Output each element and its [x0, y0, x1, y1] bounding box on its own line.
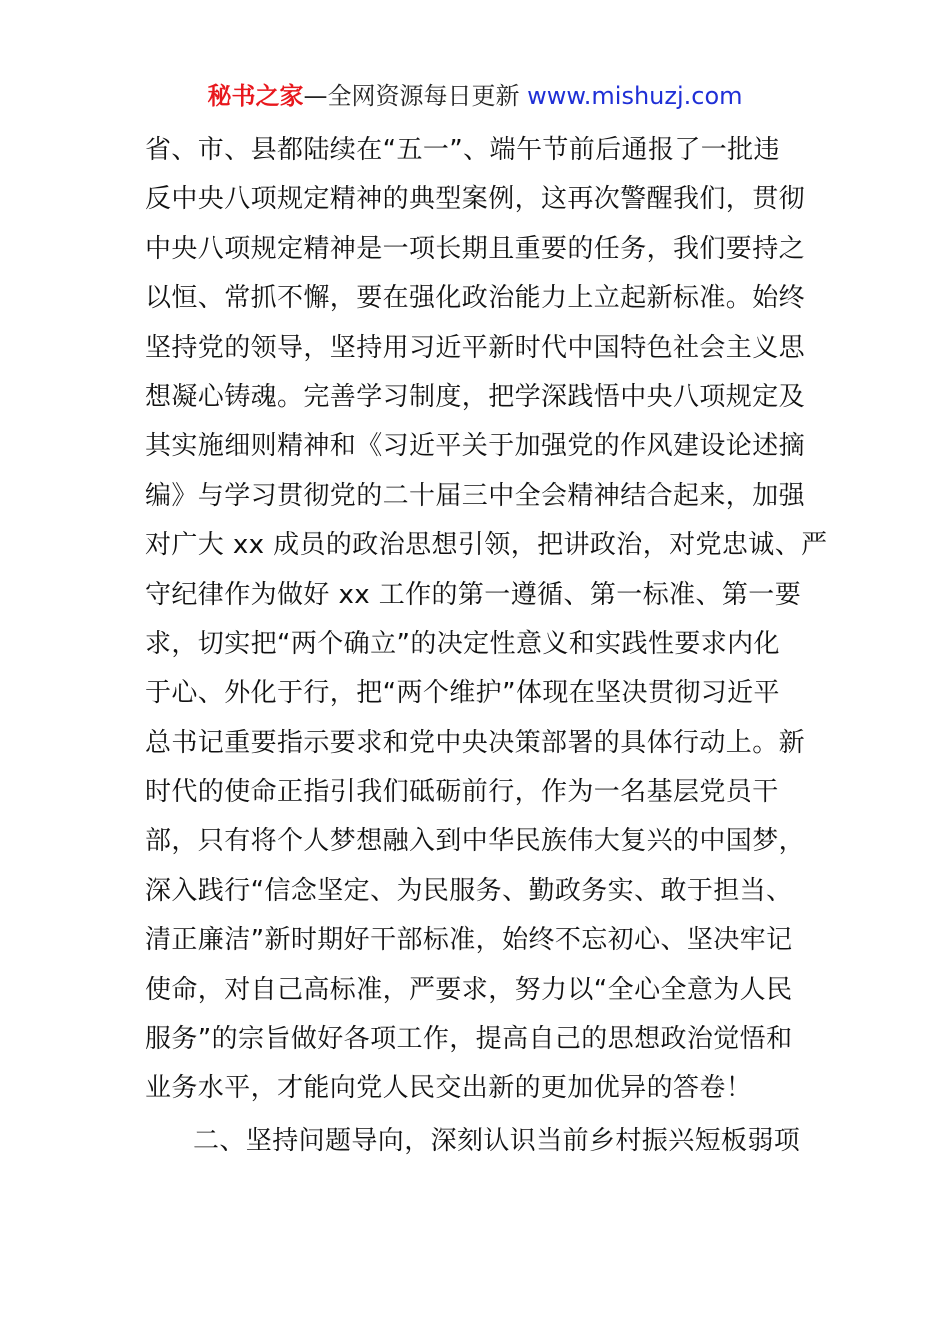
paragraph-line: 深入践行“信念坚定、为民服务、勤政务实、敢于担当、 — [145, 875, 793, 906]
paragraph-line: 守纪律作为做好 xx 工作的第一遵循、第一标准、第一要 — [145, 579, 802, 610]
paragraph-line: 坚持党的领导，坚持用习近平新时代中国特色社会主义思 — [145, 332, 806, 363]
paragraph-line: 中央八项规定精神是一项长期且重要的任务，我们要持之 — [145, 233, 806, 264]
paragraph-line: 时代的使命正指引我们砥砺前行，作为一名基层党员干 — [145, 777, 779, 808]
paragraph-line: 编》与学习贯彻党的二十届三中全会精神结合起来，加强 — [145, 480, 806, 511]
header-tagline: —全网资源每日更新 — [303, 82, 528, 110]
paragraph-line: 对广大 xx 成员的政治思想引领，把讲政治，对党忠诚、严 — [145, 530, 828, 561]
brand-name: 秘书之家 — [207, 82, 304, 110]
paragraph-line: 求，切实把“两个确立”的决定性意义和实践性要求内化 — [145, 628, 780, 659]
paragraph-line: 于心、外化于行，把“两个维护”体现在坚决贯彻习近平 — [145, 678, 780, 709]
paragraph-line: 业务水平，才能向党人民交出新的更加优异的答卷！ — [145, 1073, 753, 1104]
paragraph-line: 总书记重要指示要求和党中央决策部署的具体行动上。新 — [145, 727, 806, 758]
section-heading: 二、坚持问题导向，深刻认识当前乡村振兴短板弱项 — [193, 1126, 801, 1156]
paragraph-line: 想凝心铸魂。完善学习制度，把学深践悟中央八项规定及 — [145, 381, 806, 412]
paragraph-line: 省、市、县都陆续在“五一”、端午节前后通报了一批违 — [145, 135, 780, 165]
paragraph-line: 部，只有将个人梦想融入到中华民族伟大复兴的中国梦， — [145, 826, 806, 857]
site-url-link[interactable]: www.mishuzj.com — [527, 82, 743, 110]
document-paragraph — [145, 126, 828, 1114]
paragraph-line: 使命，对自己高标准，严要求，努力以“全心全意为人民 — [145, 974, 793, 1005]
paragraph-line: 清正廉洁”新时期好干部标准，始终不忘初心、坚决牢记 — [145, 925, 793, 956]
paragraph-line: 其实施细则精神和《习近平关于加强党的作风建设论述摘 — [145, 431, 806, 462]
paragraph-line: 反中央八项规定精神的典型案例，这再次警醒我们，贯彻 — [145, 184, 806, 215]
paragraph-line: 以恒、常抓不懈，要在强化政治能力上立起新标准。始终 — [145, 283, 806, 314]
paragraph-line: 服务”的宗旨做好各项工作，提高自己的思想政治觉悟和 — [145, 1024, 793, 1055]
site-header-banner — [0, 80, 950, 112]
